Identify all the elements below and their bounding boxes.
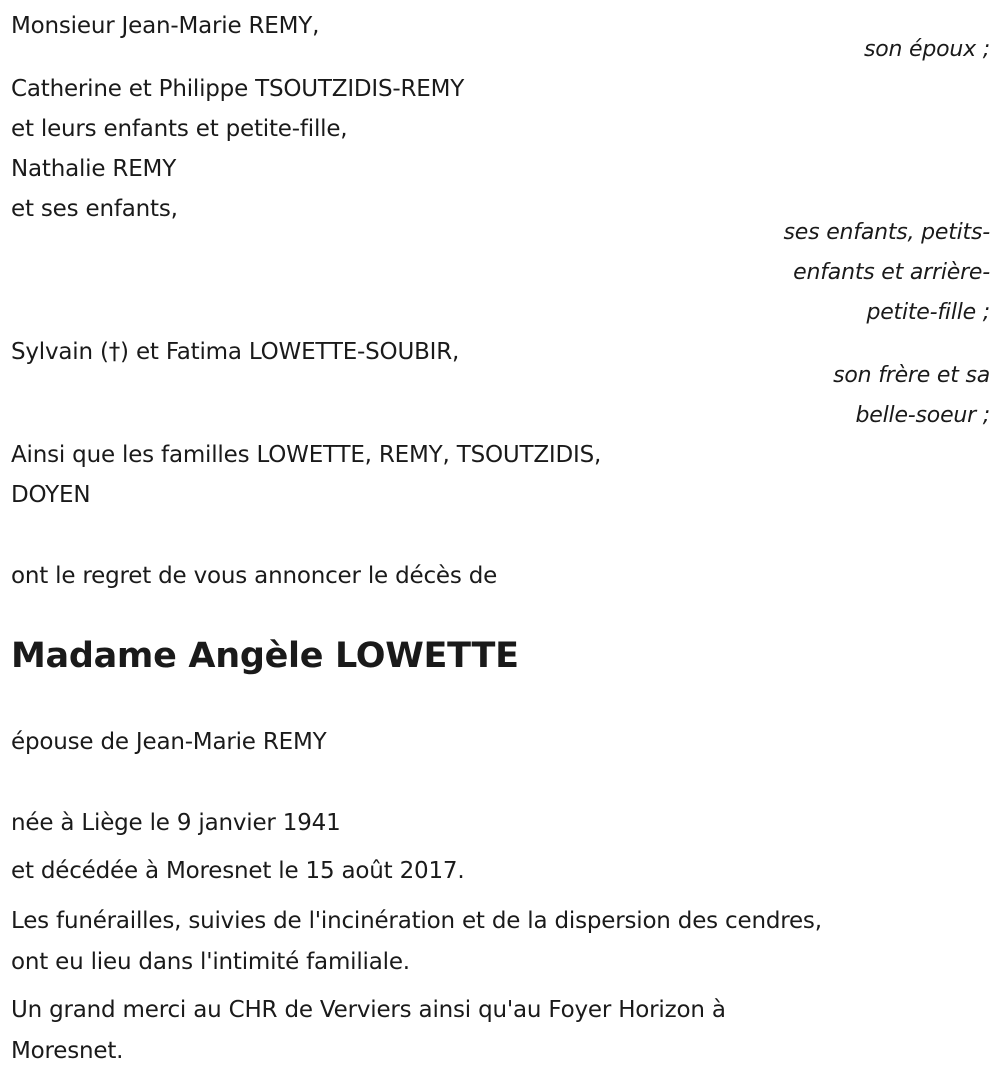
children-role — [784, 213, 990, 333]
thanks-line-2: Moresnet. — [11, 1038, 124, 1064]
spouse-line: Monsieur Jean-Marie REMY, — [11, 13, 320, 39]
children-line-2: et leurs enfants et petite-fille, — [11, 116, 348, 142]
funeral-paragraph — [11, 901, 981, 983]
funeral-line-2: ont eu lieu dans l'intimité familiale. — [11, 949, 410, 975]
spouse-role-text: son époux ; — [864, 37, 990, 62]
children-role-line-3: petite-fille ; — [866, 300, 990, 325]
sibling-role — [833, 356, 990, 436]
children-line-1: Catherine et Philippe TSOUTZIDIS-REMY — [11, 76, 465, 102]
families-line-1: Ainsi que les familles LOWETTE, REMY, TSOUTZIDIS, — [11, 442, 602, 468]
thanks-line-1: Un grand merci au CHR de Verviers ainsi qu'au Foyer Horizon à — [11, 997, 726, 1023]
children-line-4: et ses enfants, — [11, 196, 178, 222]
children-role-line-1: ses enfants, petits- — [783, 220, 990, 245]
sibling-role-line-2: belle-soeur ; — [855, 403, 990, 428]
birth-line: née à Liège le 9 janvier 1941 — [11, 810, 341, 836]
thanks-paragraph — [11, 990, 981, 1072]
announcement-intro: ont le regret de vous annoncer le décès de — [11, 563, 498, 589]
sibling-line: Sylvain (†) et Fatima LOWETTE-SOUBIR, — [11, 339, 460, 365]
funeral-line-1: Les funérailles, suivies de l'incinération et de la dispersion des cendres, — [11, 908, 822, 934]
children-line-3: Nathalie REMY — [11, 156, 177, 182]
spouse-role — [864, 30, 990, 70]
spouse-of-line: épouse de Jean-Marie REMY — [11, 729, 327, 755]
death-line: et décédée à Moresnet le 15 août 2017. — [11, 858, 465, 884]
children-role-line-2: enfants et arrière- — [793, 260, 990, 285]
deceased-name: Madame Angèle LOWETTE — [11, 636, 519, 676]
families-line-2: DOYEN — [11, 482, 91, 508]
sibling-role-line-1: son frère et sa — [833, 363, 990, 388]
